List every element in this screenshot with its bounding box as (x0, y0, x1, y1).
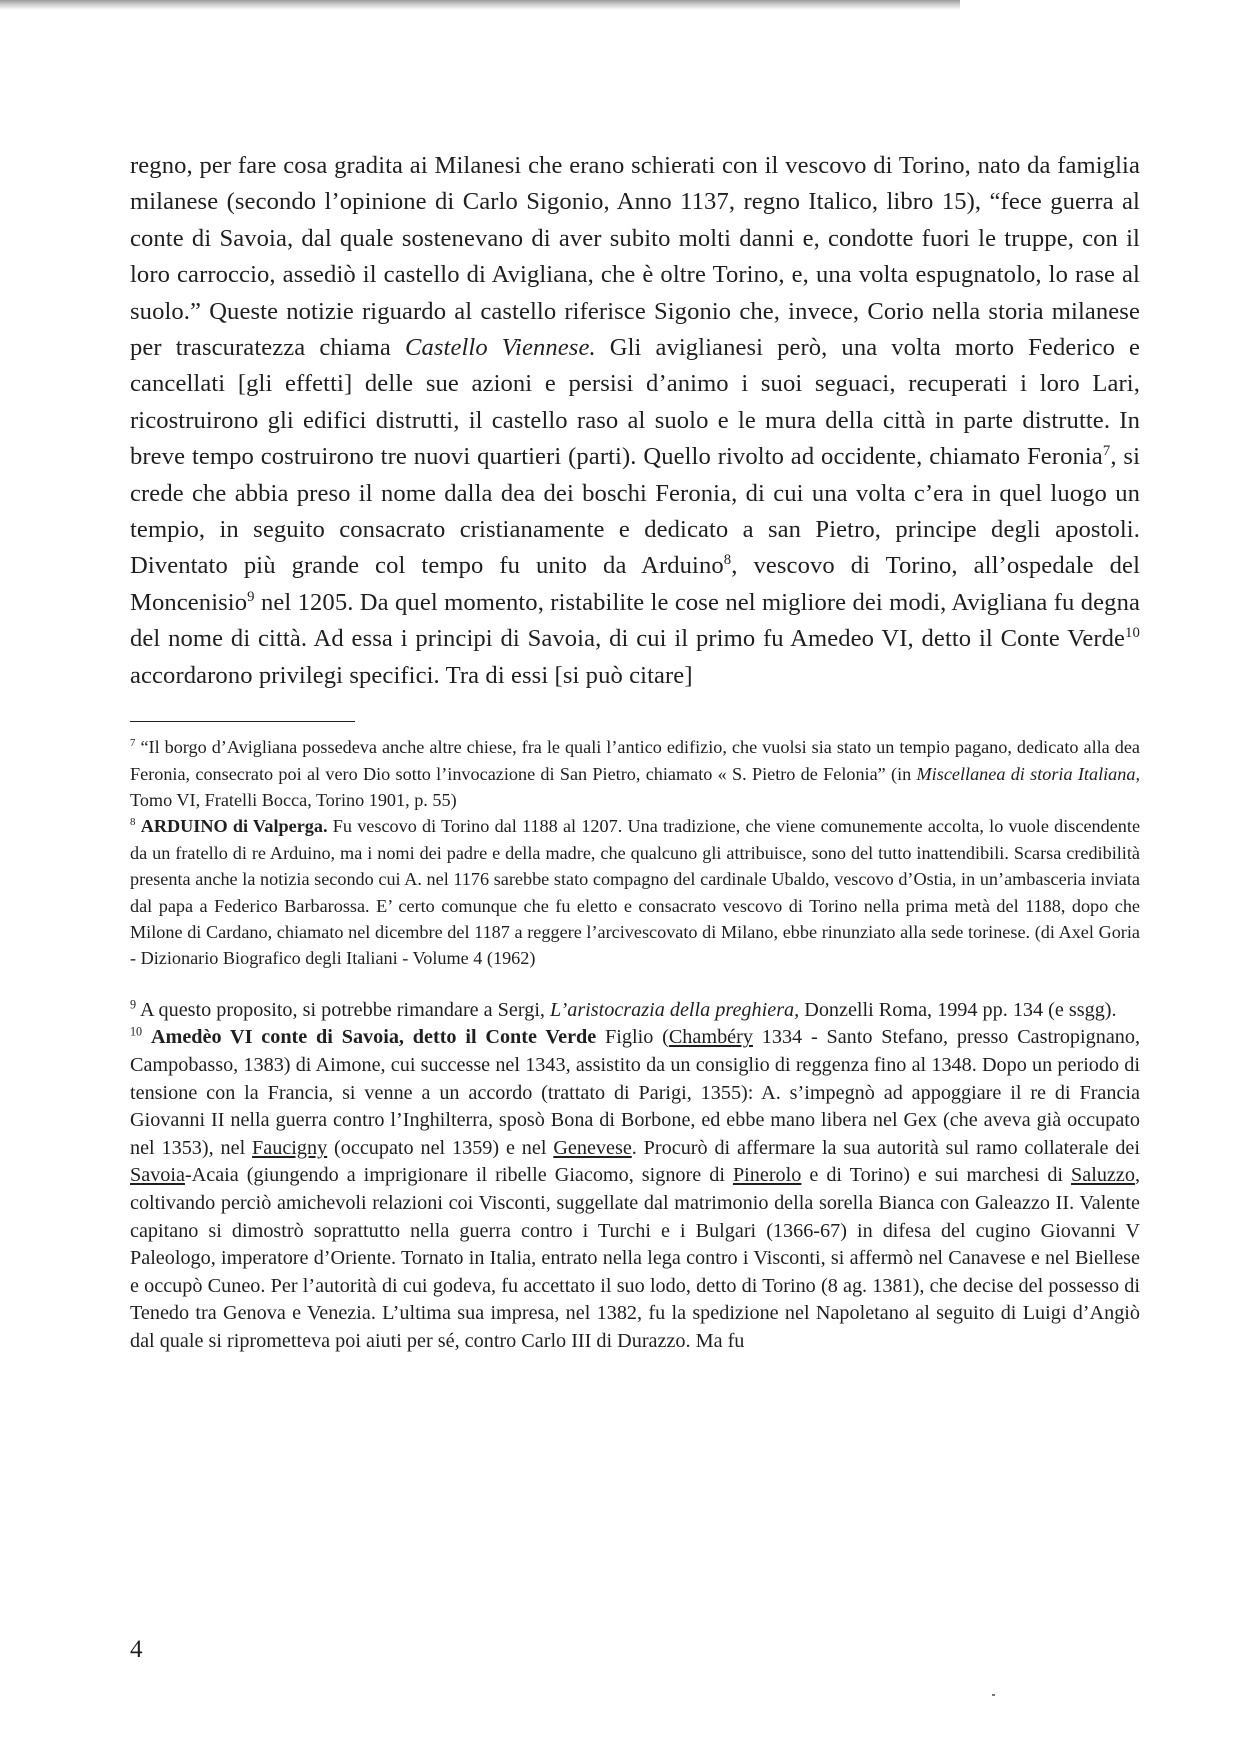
footnote-gap (130, 972, 1140, 997)
link-faucigny[interactable]: Faucigny (252, 1136, 328, 1159)
main-paragraph: regno, per fare cosa gradita ai Milanesi che erano schierati con il vescovo di Torino, nato da famiglia milanese (secondo l’opinione di Carlo Sigonio, Anno 1137, regno Italico, libro 15), “fece guerra al conte di Savoia, dal quale sostenevano di aver subito molti danni e, condotte fuori le truppe, con il loro carroccio, assediò il castello di Avigliana, che è oltre Torino, e, una volta espugnatolo, lo rase al suolo.” Queste notizie riguardo al castello riferisce Sigonio che, invece, Corio nella storia milanese per trascuratezza chiama Castello Viennese. Gli aviglianesi però, una volta morto Federico e cancellati [gli effetti] delle sue azioni e persisi d’animo i suoi seguaci, recuperati i loro Lari, ricostruirono gli edifici distrutti, il castello raso al suolo e le mura della città in parte distrutte. In breve tempo costruirono tre nuovi quartieri (parti). Quello rivolto ad occidente, chiamato Feronia$^7$, si crede che abbia preso il nome dalla dea dei boschi Feronia, di cui una volta c’era in quel luogo un tempio, in seguito consacrato cristianamente e dedicato a san Pietro, principe degli apostoli. Diventato più grande col tempo fu unito da Arduino$^8$, vescovo di Torino, all’ospedale del Moncenisio$^9$ nel 1205. Da quel momento, ristabilite le cose nel migliore dei modi, Avigliana fu degna del nome di città. Ad essa i principi di Savoia, di cui il primo fu Amedeo VI, detto il Conte Verde$^{10}$ accordarono privilegi specifici. Tra di essi [si può citare] (130, 152, 1141, 689)
footnote-ref-7: 7 (1102, 443, 1111, 460)
footnote-8: $^8$ ARDUINO di Valperga. Fu vescovo di Torino dal 1188 al 1207. Una tradizione, che viene comunemente accolta, lo vuole discendente da un fratello di re Arduino, ma i nomi dei padre e della madre, che qualcuno gli attribuisce, sono del tutto inattendibili. Scarsa credibilità presenta anche la notizia secondo cui A. nel 1176 sarebbe stato compagno del cardinale Ubaldo, vescovo d’Ostia, in un’ambasceria inviata dal papa a Federico Barbarossa. E’ certo comunque che fu eletto e consacrato vescovo di Torino nella prima metà del 1188, dopo che Milone di Cardano, chiamato nel dicembre del 1187 a reggere l’arcivescovato di Milano, ebbe rinunziato alla sede torinese. (di Axel Goria - Dizionario Biografico degli Italiani - Volume 4 (1962) (130, 816, 1141, 969)
link-chambery[interactable]: Chambéry (668, 1026, 753, 1049)
footnote-10: $^{10}$ Amedèo VI conte di Savoia, detto il Conte Verde Figlio (Chambéry 1334 - Santo Stefano, presso Castropignano, Campobasso, 1383) di Aimone, cui successe nel 1343, assistito da un consiglio di reggenza fino al 1348. Dopo un periodo di tensione con la Francia, si venne a un accordo (trattato di Parigi, 1355): A. s’impegnò ad appoggiare il re di Francia Giovanni II nella guerra contro l’Inghilterra, sposò Bona di Borbone, ed ebbe mano libera nel Gex (che aveva già occupato nel 1353), nel Faucigny (occupato nel 1359) e nel Genevese. Procurò di affermare la sua autorità sul ramo collaterale dei Savoia-Acaia (giungendo a imprigionare il ribelle Giacomo, signore di Pinerolo e di Torino) e sui marchesi di Saluzzo, coltivando perciò amichevoli relazioni coi Visconti, suggellate dal matrimonio della sorella Bianca con Galeazzo II. Valente capitano si dimostrò soprattutto nella guerra contro i Turchi e i Bulgari (1366-67) in difesa del cugino Giovanni V Paleologo, imperatore d’Oriente. Tornato in Italia, entrato nella lega contro i Visconti, si affermò nel Canavese e nel Biellese e occupò Cuneo. Per l’autorità di cui godeva, fu accettato il suo lodo, detto di Torino (8 ag. 1381), che decise del possesso di Tenedo tra Genova e Venezia. L’ultima sua impresa, nel 1382, fu la spedizione nel Napoletano al seguito di Luigi d’Angiò dal quale si riprometteva poi aiuti per sé, contro Carlo III di Durazzo. Ma fu (130, 1024, 1141, 1352)
footnote-ref-10: 10 (1125, 625, 1140, 642)
castello-viennese-italic: Castello Viennese. (404, 334, 596, 362)
footnote-ref-9: 9 (247, 588, 255, 605)
link-genevese[interactable]: Genevese (553, 1136, 632, 1159)
footnote-7: $^7$ “Il borgo d’Avigliana possedeva anche altre chiese, fra le quali l’antico edifizio, che vuolsi sia stato un tempio pagano, dedicato alla dea Feronia, consecrato poi al vero Dio sotto l’invocazione di San Pietro, chiamato « S. Pietro de Felonia” (in Miscellanea di storia Italiana, Tomo VI, Fratelli Bocca, Torino 1901, p. 55) (130, 737, 1140, 810)
scan-speck (992, 1694, 995, 1696)
footnote-9: $^9$ A questo proposito, si potrebbe rimandare a Sergi, L’aristocrazia della preghiera, Donzelli Roma, 1994 pp. 134 (e ssgg). (130, 997, 1117, 1021)
page-number: 4 (130, 1636, 143, 1663)
document-page (130, 148, 1140, 1355)
link-pinerolo[interactable]: Pinerolo (732, 1164, 802, 1187)
scan-shadow-edge (0, 0, 960, 10)
link-saluzzo[interactable]: Saluzzo (1071, 1164, 1135, 1187)
footnote-ref-8: 8 (723, 552, 732, 569)
link-savoia[interactable]: Savoia (130, 1164, 185, 1187)
footnote-separator (130, 721, 355, 722)
